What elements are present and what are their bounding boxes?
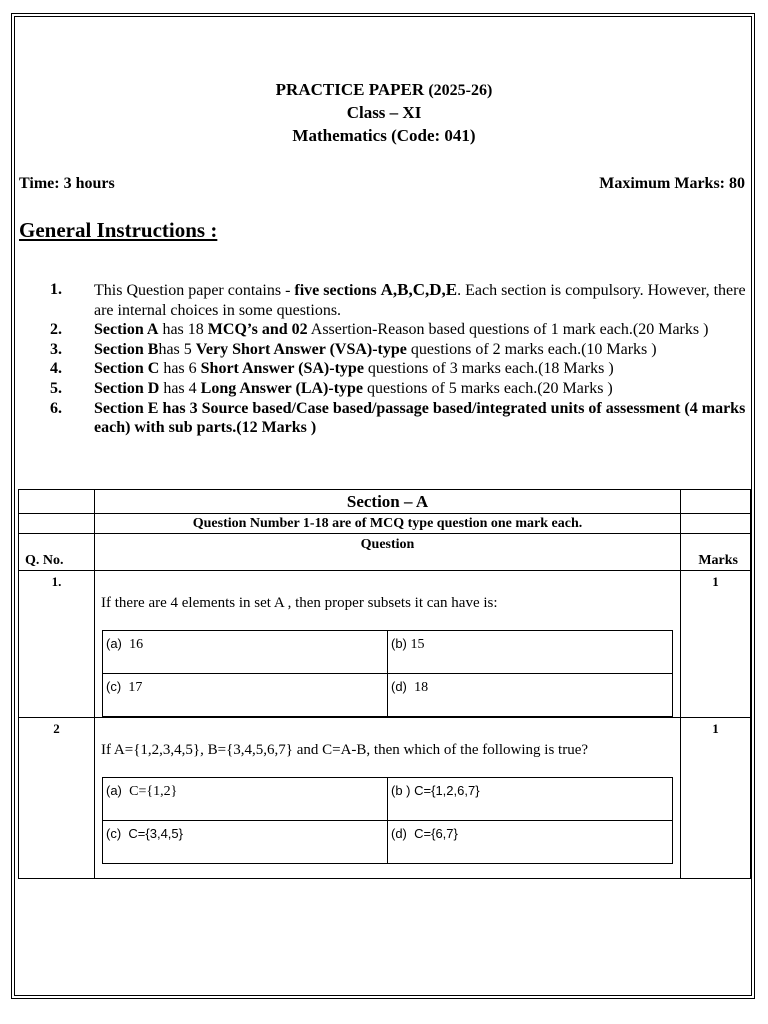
class-line: Class – XI: [346, 103, 422, 122]
question-marks: 1: [681, 571, 751, 718]
instruction-bold: Section A: [94, 321, 159, 339]
instruction-bold: Section B: [94, 340, 159, 358]
instruction-text: has 18: [158, 321, 208, 339]
subject-line: Mathematics (Code: 041): [292, 126, 476, 145]
instruction-text: has 6: [159, 360, 201, 378]
question-number: 1.: [19, 571, 95, 718]
instruction-item: [0, 340, 768, 360]
instruction-text: questions of 3 marks each.(18 Marks ): [363, 360, 614, 378]
instruction-text: questions of 5 marks each.(20 Marks ): [363, 379, 613, 397]
instruction-text: This Question paper contains -: [94, 282, 295, 299]
instruction-text: Assertion-Reason based questions of 1 mark each.(20 Marks ): [307, 321, 709, 339]
instruction-bold: Section D: [94, 379, 160, 397]
question-marks: 1: [681, 718, 751, 879]
instruction-bold: Section E has 3 Source based/Case based/passage based/integrated units of assessment (4 marks each) with sub parts.(12 Marks ): [94, 399, 746, 437]
question-number: 2: [19, 718, 95, 879]
instruction-item: [0, 359, 768, 379]
option-d: (d) 18: [388, 674, 673, 717]
question-text: If there are 4 elements in set A , then proper subsets it can have is:: [101, 595, 498, 611]
instruction-sections: A,B,C,D,E: [380, 280, 458, 299]
section-title: Section – A: [95, 490, 681, 514]
paper-title: [0, 80, 768, 100]
options-grid: [102, 630, 673, 717]
section-a-table: [18, 489, 751, 879]
instruction-number: 4.: [50, 360, 62, 378]
time-label: Time: 3 hours: [19, 175, 115, 192]
instructions-list: [0, 280, 768, 438]
column-header-marks: Marks: [698, 553, 738, 568]
instruction-item: [0, 320, 768, 340]
column-header-qno: Q. No.: [25, 553, 64, 568]
instruction-bold: Section C: [94, 360, 160, 378]
instruction-text: has 5: [158, 340, 196, 358]
instruction-number: 1.: [50, 281, 62, 298]
paper-title-main: PRACTICE PAPER: [275, 80, 425, 99]
instruction-bold: Very Short Answer (VSA)-type: [195, 340, 407, 358]
option-c: (c) C={3,4,5}: [103, 821, 388, 864]
instruction-number: 3.: [50, 340, 62, 358]
instruction-number: 6.: [50, 399, 62, 417]
instruction-number: 5.: [50, 379, 62, 397]
instruction-item: [0, 280, 768, 320]
question-row: [19, 718, 751, 879]
instruction-text: has 4: [159, 379, 201, 397]
question-row: [19, 571, 751, 718]
option-a: (a) C={1,2}: [103, 778, 388, 821]
instruction-bold: MCQ’s and 02: [207, 321, 308, 339]
column-header-question: Question: [360, 537, 415, 552]
option-d: (d) C={6,7}: [388, 821, 673, 864]
section-subtitle: Question Number 1-18 are of MCQ type question one mark each.: [95, 514, 681, 534]
max-marks-label: Maximum Marks: 80: [599, 175, 745, 192]
option-c: (c) 17: [103, 674, 388, 717]
option-a: (a) 16: [103, 631, 388, 674]
instruction-bold: Long Answer (LA)-type: [200, 379, 364, 397]
instruction-item: [0, 399, 768, 438]
instruction-bold: five sections: [294, 282, 381, 299]
instruction-text: questions of 2 marks each.(10 Marks ): [406, 340, 657, 358]
instruction-item: [0, 379, 768, 399]
option-b: (b ) C={1,2,6,7}: [388, 778, 673, 821]
instruction-number: 2.: [50, 321, 62, 339]
instruction-text: . Each section is compulsory. However, there are internal choices in some questions.: [94, 282, 746, 319]
general-instructions-heading: General Instructions :: [19, 218, 218, 242]
options-grid: [102, 777, 673, 864]
option-b: (b) 15: [388, 631, 673, 674]
paper-year: (2025-26): [428, 82, 493, 99]
instruction-bold: Short Answer (SA)-type: [200, 360, 364, 378]
question-text: If A={1,2,3,4,5}, B={3,4,5,6,7} and C=A-B, then which of the following is true?: [101, 742, 589, 758]
